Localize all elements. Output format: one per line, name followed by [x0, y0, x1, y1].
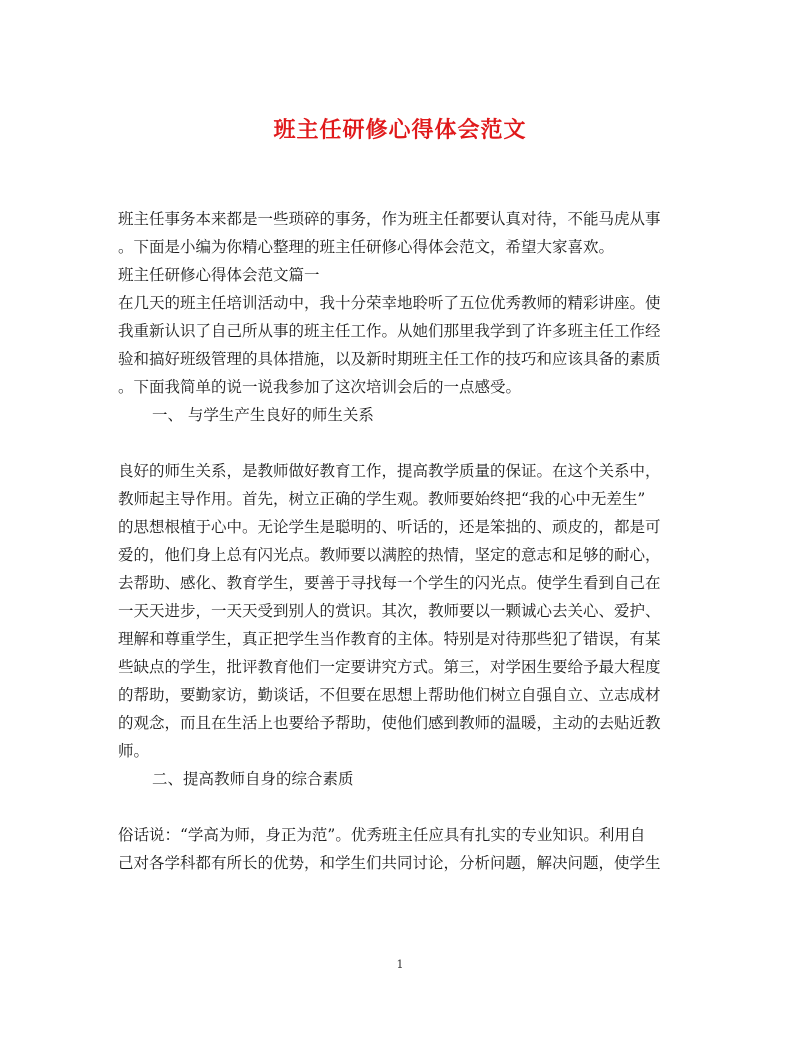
paragraph-line: 的思想根植于心中。无论学生是聪明的、听话的，还是笨拙的、顽皮的，都是可: [118, 518, 661, 536]
paragraph-line: 师。: [118, 742, 150, 760]
subsection-heading: 一、 与学生产生良好的师生关系: [152, 406, 374, 424]
blank-line: [118, 429, 678, 457]
document-body: [118, 205, 678, 877]
paragraph-line: 。下面我简单的说一说我参加了这次培训会后的一点感受。: [118, 378, 522, 396]
paragraph-line: 验和搞好班级管理的具体措施，以及新时期班主任工作的技巧和应该具备的素质: [118, 350, 661, 368]
page-number: 1: [396, 958, 404, 971]
blank-line: [118, 793, 678, 821]
paragraph-line: 。下面是小编为你精心整理的班主任研修心得体会范文，希望大家喜欢。: [118, 238, 615, 256]
paragraph-line: 班主任事务本来都是一些琐碎的事务，作为班主任都要认真对待，不能马虎从事: [118, 210, 661, 228]
paragraph-line: 爱的，他们身上总有闪光点。教师要以满腔的热情，坚定的意志和足够的耐心，: [118, 546, 661, 564]
paragraph-line: 去帮助、感化、教育学生，要善于寻找每一个学生的闪光点。使学生看到自己在: [118, 574, 661, 592]
document-title: 班主任研修心得体会范文: [273, 117, 527, 143]
paragraph-line: 的观念，而且在生活上也要给予帮助，使他们感到教师的温暖，主动的去贴近教: [118, 714, 661, 732]
paragraph-line: 一天天进步，一天天受到别人的赏识。其次，教师要以一颗诚心去关心、爱护、: [118, 602, 661, 620]
paragraph-line: 己对各学科都有所长的优势，和学生们共同讨论，分析问题，解决问题，使学生: [118, 854, 661, 872]
paragraph-line: 的帮助，要勤家访，勤谈话，不但要在思想上帮助他们树立自强自立、立志成材: [118, 686, 661, 704]
subsection-heading: 二、提高教师自身的综合素质: [152, 770, 354, 788]
paragraph-line: 良好的师生关系，是教师做好教育工作，提高教学质量的保证。在这个关系中，: [118, 462, 661, 480]
paragraph-line: 俗话说：“学高为师，身正为范”。优秀班主任应具有扎实的专业知识。利用自: [118, 826, 646, 844]
paragraph-line: 我重新认识了自己所从事的班主任工作。从她们那里我学到了许多班主任工作经: [118, 322, 661, 340]
paragraph-line: 些缺点的学生，批评教育他们一定要讲究方式。第三，对学困生要给予最大程度: [118, 658, 661, 676]
paragraph-line: 理解和尊重学生，真正把学生当作教育的主体。特别是对待那些犯了错误，有某: [118, 630, 661, 648]
paragraph-line: 教师起主导作用。首先，树立正确的学生观。教师要始终把“我的心中无差生”: [118, 490, 646, 508]
paragraph-line: 在几天的班主任培训活动中，我十分荣幸地聆听了五位优秀教师的精彩讲座。使: [118, 294, 661, 312]
section-heading: 班主任研修心得体会范文篇一: [118, 266, 320, 284]
